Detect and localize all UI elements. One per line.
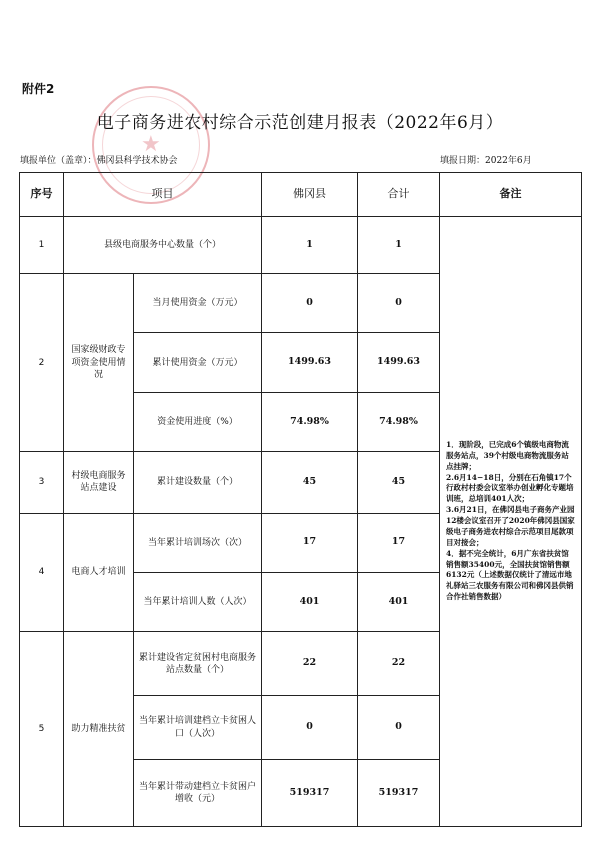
row-category: 县级电商服务中心数量（个）	[64, 216, 262, 273]
sub-item-label: 当年累计培训人数（人次）	[134, 573, 262, 632]
filler-unit: 填报单位（盖章）：佛冈县科学技术协会	[20, 156, 178, 166]
header-seq: 序号	[20, 173, 64, 217]
row-seq: 1	[20, 216, 64, 273]
county-value: 519317	[262, 759, 358, 826]
table-row	[20, 216, 582, 273]
total-value: 0	[358, 696, 440, 760]
row-seq: 5	[20, 632, 64, 827]
sub-item-label: 资金使用进度（%）	[134, 392, 262, 451]
row-category: 国家级财政专项资金使用情况	[64, 274, 134, 452]
row-category: 电商人才培训	[64, 513, 134, 632]
total-value: 1	[358, 216, 440, 273]
remark-line: 2.6月14−18日，分别在石角镇17个行政村村委会议室举办创业孵化专题培训班，总培训401人次；	[446, 472, 574, 504]
header-item: 项目	[64, 173, 262, 217]
sub-item-label: 当年累计培训建档立卡贫困人口（人次）	[134, 696, 262, 760]
sub-item-label: 累计使用资金（万元）	[134, 333, 262, 392]
report-table	[19, 172, 582, 827]
county-value: 0	[262, 696, 358, 760]
total-value: 17	[358, 513, 440, 572]
sub-item-label: 当年累计带动建档立卡贫困户增收（元）	[134, 759, 262, 826]
county-value: 45	[262, 452, 358, 514]
remark-line: 3.6月21日，在佛冈县电子商务产业园12楼会议室召开了2020年佛冈县国家级电子商务进农村综合示范项目尾款项目对接会；	[446, 505, 575, 547]
header-county: 佛冈县	[262, 173, 358, 217]
remark-line: 4．据不完全统计，6月广东省扶贫馆销售额35400元，全国扶贫馆销售额6132元（上述数据仅统计了清远市地礼驿站三农服务有限公司和佛冈县供销合作社销售数据）	[446, 548, 574, 602]
seal-star-icon: ★	[141, 132, 161, 157]
sub-item-label: 当月使用资金（万元）	[134, 274, 262, 333]
total-value: 401	[358, 573, 440, 632]
county-value: 74.98%	[262, 392, 358, 451]
total-value: 74.98%	[358, 392, 440, 451]
sub-item-label: 当年累计培训场次（次）	[134, 513, 262, 572]
page-title: 电子商务进农村综合示范创建月报表（2022年6月）	[96, 113, 504, 133]
row-seq: 4	[20, 513, 64, 632]
header-row	[20, 173, 582, 217]
county-value: 1499.63	[262, 333, 358, 392]
county-value: 401	[262, 573, 358, 632]
total-value: 1499.63	[358, 333, 440, 392]
fill-date: 填报日期：2022年6月	[440, 156, 532, 166]
county-value: 17	[262, 513, 358, 572]
county-value: 22	[262, 632, 358, 696]
remark-cell	[440, 216, 582, 826]
sub-item-label: 累计建设省定贫困村电商服务站点数量（个）	[134, 632, 262, 696]
row-category: 助力精准扶贫	[64, 632, 134, 827]
total-value: 45	[358, 452, 440, 514]
row-seq: 2	[20, 274, 64, 452]
header-remark: 备注	[440, 173, 582, 217]
row-category: 村级电商服务站点建设	[64, 452, 134, 514]
county-value: 0	[262, 274, 358, 333]
county-value: 1	[262, 216, 358, 273]
remark-line: 1．现阶段，已完成6个镇级电商物流服务站点，39个村级电商物流服务站点挂牌；	[446, 439, 569, 471]
sub-item-label: 累计建设数量（个）	[134, 452, 262, 514]
total-value: 519317	[358, 759, 440, 826]
attachment-label: 附件2	[22, 82, 55, 96]
total-value: 0	[358, 274, 440, 333]
row-seq: 3	[20, 452, 64, 514]
header-total: 合计	[358, 173, 440, 217]
total-value: 22	[358, 632, 440, 696]
